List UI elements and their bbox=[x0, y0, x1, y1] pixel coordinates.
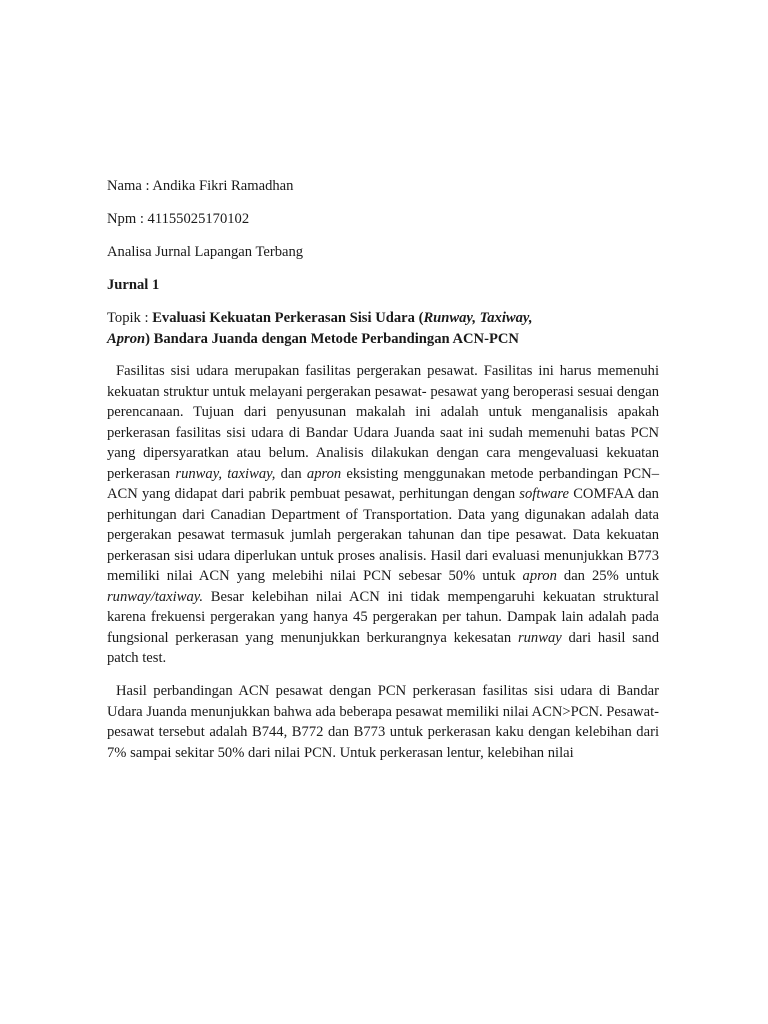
p1-segment-3: eksisting menggunakan metode perbandingan PCN–ACN yang didapat dari pabrik pembuat pesawat, perhitungan dengan bbox=[107, 465, 659, 502]
p1-italic-5: runway/taxiway. bbox=[107, 588, 204, 605]
abstract-paragraph-1 bbox=[107, 361, 659, 669]
document-page bbox=[107, 176, 659, 776]
student-name-line: Nama : Andika Fikri Ramadhan bbox=[107, 178, 294, 194]
topic-prefix: Topik : bbox=[107, 310, 149, 326]
topic-title-italic1: Runway, Taxiway, bbox=[423, 310, 533, 326]
p1-segment-2: dan bbox=[275, 465, 307, 482]
topic-title-part2: ) Bandara Juanda dengan Metode Perbandingan ACN-PCN bbox=[145, 330, 519, 347]
abstract-paragraph-2: Hasil perbandingan ACN pesawat dengan PCN perkerasan fasilitas sisi udara di Bandar Udara Juanda menunjukkan bahwa ada beberapa pesawat memiliki nilai ACN>PCN. Pesawat-pesawat tersebut adalah B744, B772 dan B773 untuk perkerasan kaku dengan kelebihan dari 7% sampai sekitar 50% dari nilai PCN. Untuk perkerasan lentur, kelebihan nilai bbox=[107, 683, 659, 761]
p1-segment-1: Fasilitas sisi udara merupakan fasilitas pergerakan pesawat. Fasilitas ini harus memenuhi kekuatan struktur untuk melayani pergerakan pesawat- pesawat yang beroperasi sesuai dengan perencanaan. Tujuan dari penyusunan makalah ini adalah untuk menganalisis apakah perkerasan fasilitas sisi udara di Bandar Udara Juanda saat ini sudah memenuhi batas PCN yang dipersyaratkan atau belum. Analisis dilakukan dengan cara mengevaluasi kekuatan perkerasan bbox=[107, 363, 659, 482]
p1-italic-3: software bbox=[519, 486, 570, 502]
p1-segment-6: Besar kelebihan nilai ACN ini tidak mempengaruhi kekuatan struktural karena frekuensi pergerakan yang hanya 45 pergerakan per tahun. Dampak lain adalah pada fungsional perkerasan yang menunjukkan berkurangnya kekesatan bbox=[107, 588, 659, 646]
topic-title bbox=[107, 310, 533, 347]
topic-line bbox=[107, 308, 659, 349]
p1-italic-6: runway bbox=[517, 629, 562, 646]
topic-title-italic2: Apron bbox=[107, 330, 146, 347]
p1-segment-4: COMFAA dan perhitungan dari Canadian Department of Transportation. Data yang digunakan adalah data pergerakan pesawat termasuk jumlah pergerakan tahunan dan tipe pesawat. Data kekuatan perkerasan sisi udara diperlukan untuk proses analisis. Hasil dari evaluasi menunjukkan B773 memiliki nilai ACN yang melebihi nilai PCN sebesar 50% untuk bbox=[107, 486, 659, 584]
p1-segment-5: dan 25% untuk bbox=[556, 568, 659, 584]
subject-line: Analisa Jurnal Lapangan Terbang bbox=[107, 244, 304, 260]
student-npm-line: Npm : 41155025170102 bbox=[107, 211, 250, 227]
journal-heading: Jurnal 1 bbox=[107, 277, 160, 293]
p1-italic-2: apron bbox=[306, 465, 342, 482]
topic-title-part1: Evaluasi Kekuatan Perkerasan Sisi Udara ( bbox=[152, 310, 424, 326]
p1-italic-4: apron bbox=[522, 568, 557, 584]
p1-segment-7: dari hasil sand patch test. bbox=[107, 629, 659, 666]
p1-italic-1: runway, taxiway, bbox=[175, 465, 276, 482]
